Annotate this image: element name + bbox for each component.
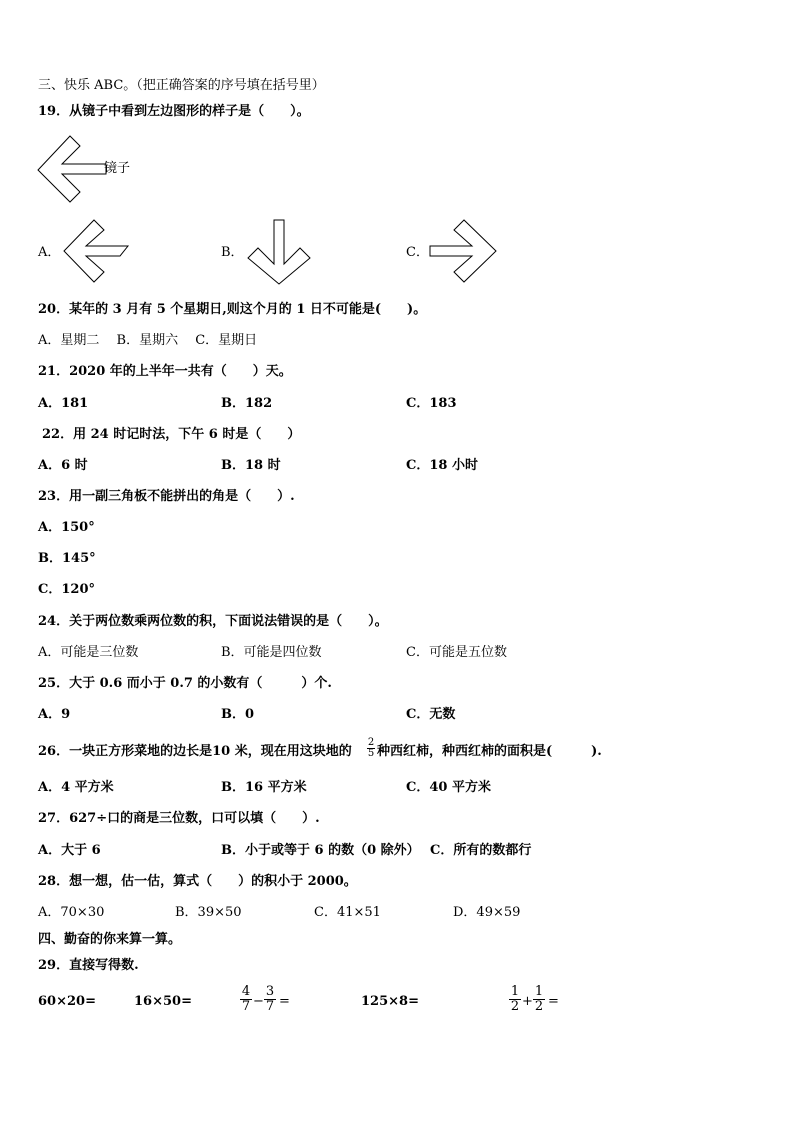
q19-option-a-label: A． bbox=[38, 245, 61, 260]
q29-e3-fraction-2 bbox=[264, 985, 276, 1014]
option-a-figure bbox=[62, 218, 130, 284]
q23-option-a: A．150° bbox=[38, 520, 95, 535]
q23-option-c: C．120° bbox=[38, 582, 95, 597]
question-23-text: 23．用一副三角板不能拼出的角是（ ）. bbox=[38, 489, 295, 504]
q26-fraction-numerator: 2 bbox=[367, 737, 375, 748]
q29-e5-equals: = bbox=[548, 994, 559, 1009]
q22-option-b: B．18 时 bbox=[221, 458, 281, 473]
q29-e5-den-2: 2 bbox=[534, 999, 544, 1014]
q25-option-c: C．无数 bbox=[406, 707, 456, 722]
option-b-figure bbox=[244, 218, 314, 286]
q29-e3-den-1: 7 bbox=[241, 999, 251, 1014]
q19-option-c-label: C． bbox=[406, 245, 429, 260]
q27-option-b: B．小于或等于 6 的数（0 除外） bbox=[221, 843, 420, 858]
q29-e5-num-2: 1 bbox=[534, 984, 544, 999]
question-19-text: 19．从镜子中看到左边图形的样子是（ ）。 bbox=[38, 104, 310, 119]
q28-option-d: D．49×59 bbox=[453, 905, 521, 920]
q26-option-b: B．16 平方米 bbox=[221, 780, 307, 795]
q20-options: A．星期二 B．星期六 C．星期日 bbox=[38, 333, 258, 348]
option-c-figure bbox=[428, 218, 498, 284]
q23-option-b: B．145° bbox=[38, 551, 96, 566]
q21-option-c: C．183 bbox=[406, 396, 457, 411]
q29-expr-2: 16×50= bbox=[134, 994, 192, 1009]
q24-option-a: A．可能是三位数 bbox=[38, 645, 139, 660]
q22-option-c: C．18 小时 bbox=[406, 458, 478, 473]
section-3-title: 三、快乐 ABC。（把正确答案的序号填在括号里） bbox=[38, 78, 325, 93]
question-29-text: 29．直接写得数. bbox=[38, 958, 139, 973]
question-21-text: 21．2020 年的上半年一共有（ ）天。 bbox=[38, 364, 292, 379]
mirror-label: 镜子 bbox=[104, 161, 131, 176]
q29-e5-operator: + bbox=[522, 994, 533, 1009]
q25-option-b: B．0 bbox=[221, 707, 255, 722]
q25-option-a: A．9 bbox=[38, 707, 71, 722]
question-20-text: 20．某年的 3 月有 5 个星期日,则这个月的 1 日不可能是( )。 bbox=[38, 302, 427, 317]
section-4-title: 四、勤奋的你来算一算。 bbox=[38, 932, 182, 947]
q22-option-a: A．6 时 bbox=[38, 458, 88, 473]
q29-e5-fraction-1 bbox=[509, 985, 521, 1014]
q26-fraction bbox=[367, 738, 375, 759]
q24-option-b: B．可能是四位数 bbox=[221, 645, 322, 660]
q26-option-c: C．40 平方米 bbox=[406, 780, 491, 795]
q29-e3-num-2: 3 bbox=[265, 984, 275, 999]
q27-option-a: A．大于 6 bbox=[38, 843, 101, 858]
q29-e3-den-2: 7 bbox=[265, 999, 275, 1014]
q21-option-a: A．181 bbox=[38, 396, 89, 411]
q26-fraction-denominator: 5 bbox=[367, 748, 375, 759]
q29-expr-4: 125×8= bbox=[361, 994, 419, 1009]
question-22-text: 22．用 24 时记时法，下午 6 时是（ ） bbox=[42, 427, 301, 442]
q29-e3-fraction-1 bbox=[240, 985, 252, 1014]
q29-expr-1: 60×20= bbox=[38, 994, 96, 1009]
question-27-text: 27．627÷口的商是三位数，口可以填（ ）. bbox=[38, 811, 320, 826]
q28-option-c: C．41×51 bbox=[314, 905, 381, 920]
q28-option-a: A．70×30 bbox=[38, 905, 105, 920]
question-26-text-start: 26．一块正方形菜地的边长是10 米，现在用这块地的 bbox=[38, 744, 352, 759]
question-28-text: 28．想一想，估一估，算式（ ）的积小于 2000。 bbox=[38, 874, 357, 889]
q27-option-c: C．所有的数都行 bbox=[430, 843, 532, 858]
q29-e3-operator: − bbox=[253, 994, 264, 1009]
question-25-text: 25．大于 0.6 而小于 0.7 的小数有（ ）个. bbox=[38, 676, 332, 691]
q29-e5-den-1: 2 bbox=[510, 999, 520, 1014]
q24-option-c: C．可能是五位数 bbox=[406, 645, 507, 660]
q29-e5-num-1: 1 bbox=[510, 984, 520, 999]
question-24-text: 24．关于两位数乘两位数的积，下面说法错误的是（ ）。 bbox=[38, 614, 388, 629]
q26-option-a: A．4 平方米 bbox=[38, 780, 114, 795]
arrow-shape-figure bbox=[36, 134, 108, 204]
q21-option-b: B．182 bbox=[221, 396, 273, 411]
q29-e5-fraction-2 bbox=[533, 985, 545, 1014]
q29-e3-equals: = bbox=[279, 994, 290, 1009]
q19-option-b-label: B． bbox=[221, 245, 244, 260]
q28-option-b: B．39×50 bbox=[175, 905, 242, 920]
question-26-text-end: 种西红柿，种西红柿的面积是( ). bbox=[377, 744, 602, 759]
q29-e3-num-1: 4 bbox=[241, 984, 251, 999]
